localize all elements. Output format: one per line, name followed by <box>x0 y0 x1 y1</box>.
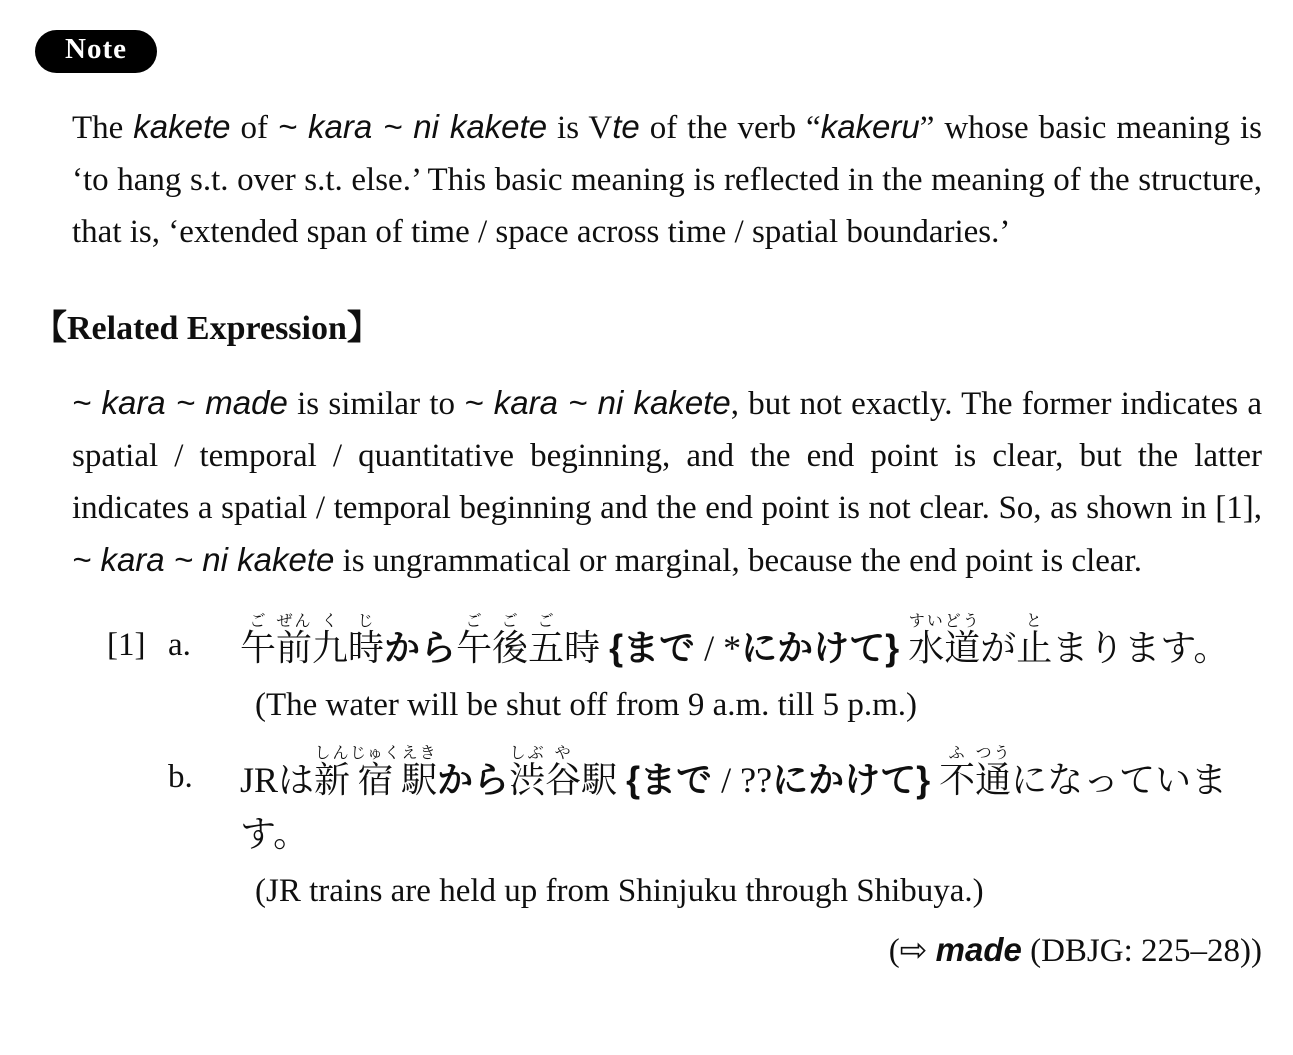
example-block <box>0 605 1293 974</box>
cross-reference-citation: (⇨ made (DBJG: 225–28)) <box>888 930 1262 969</box>
example-b-translation: (JR trains are held up from Shinjuku through Shibuya.) <box>255 873 984 909</box>
example-a-translation: (The water will be shut off from 9 a.m. till 5 p.m.) <box>255 687 917 723</box>
note-badge: Note <box>35 30 157 73</box>
example-b-japanese-line1: JRは新しん宿じゅく駅えきから渋しぶ谷や駅 {まで / ??にかけて} 不ふ通つうになっていま <box>240 745 1228 800</box>
example-b-spacer <box>107 737 168 923</box>
example-group-label: [1] <box>107 627 146 663</box>
related-expression-heading: 【Related Expression】 <box>33 310 381 347</box>
example-row-b <box>107 737 1262 923</box>
example-row-a <box>107 605 1262 737</box>
example-a-label: a. <box>168 627 191 663</box>
related-paragraph: ~ kara ~ made is similar to ~ kara ~ ni kakete, but not exactly. The former indicates a spatial / temporal / quantitative beginning, and the end point is clear, but the latter indicates a spatial / temporal beginning and the end point is not clear. So, as shown in [1], ~ kara ~ ni kakete is ungrammatical or marginal, because the end point is clear. <box>72 384 1262 579</box>
example-b-japanese-line2: す。 <box>240 814 310 854</box>
example-b-label: b. <box>168 759 193 795</box>
note-paragraph: The kakete of ~ kara ~ ni kakete is Vte of the verb “kakeru” whose basic meaning is ‘to hang s.t. over s.t. else.’ This basic meaning is reflected in the meaning of the structure, that is, ‘extended span of time / space across time / spatial boundaries.’ <box>72 108 1262 250</box>
example-a-japanese: 午ご前ぜん九く時じから午ご後ご五ご時 {まで / *にかけて} 水すい道どうが止とまります。 <box>240 613 1230 668</box>
